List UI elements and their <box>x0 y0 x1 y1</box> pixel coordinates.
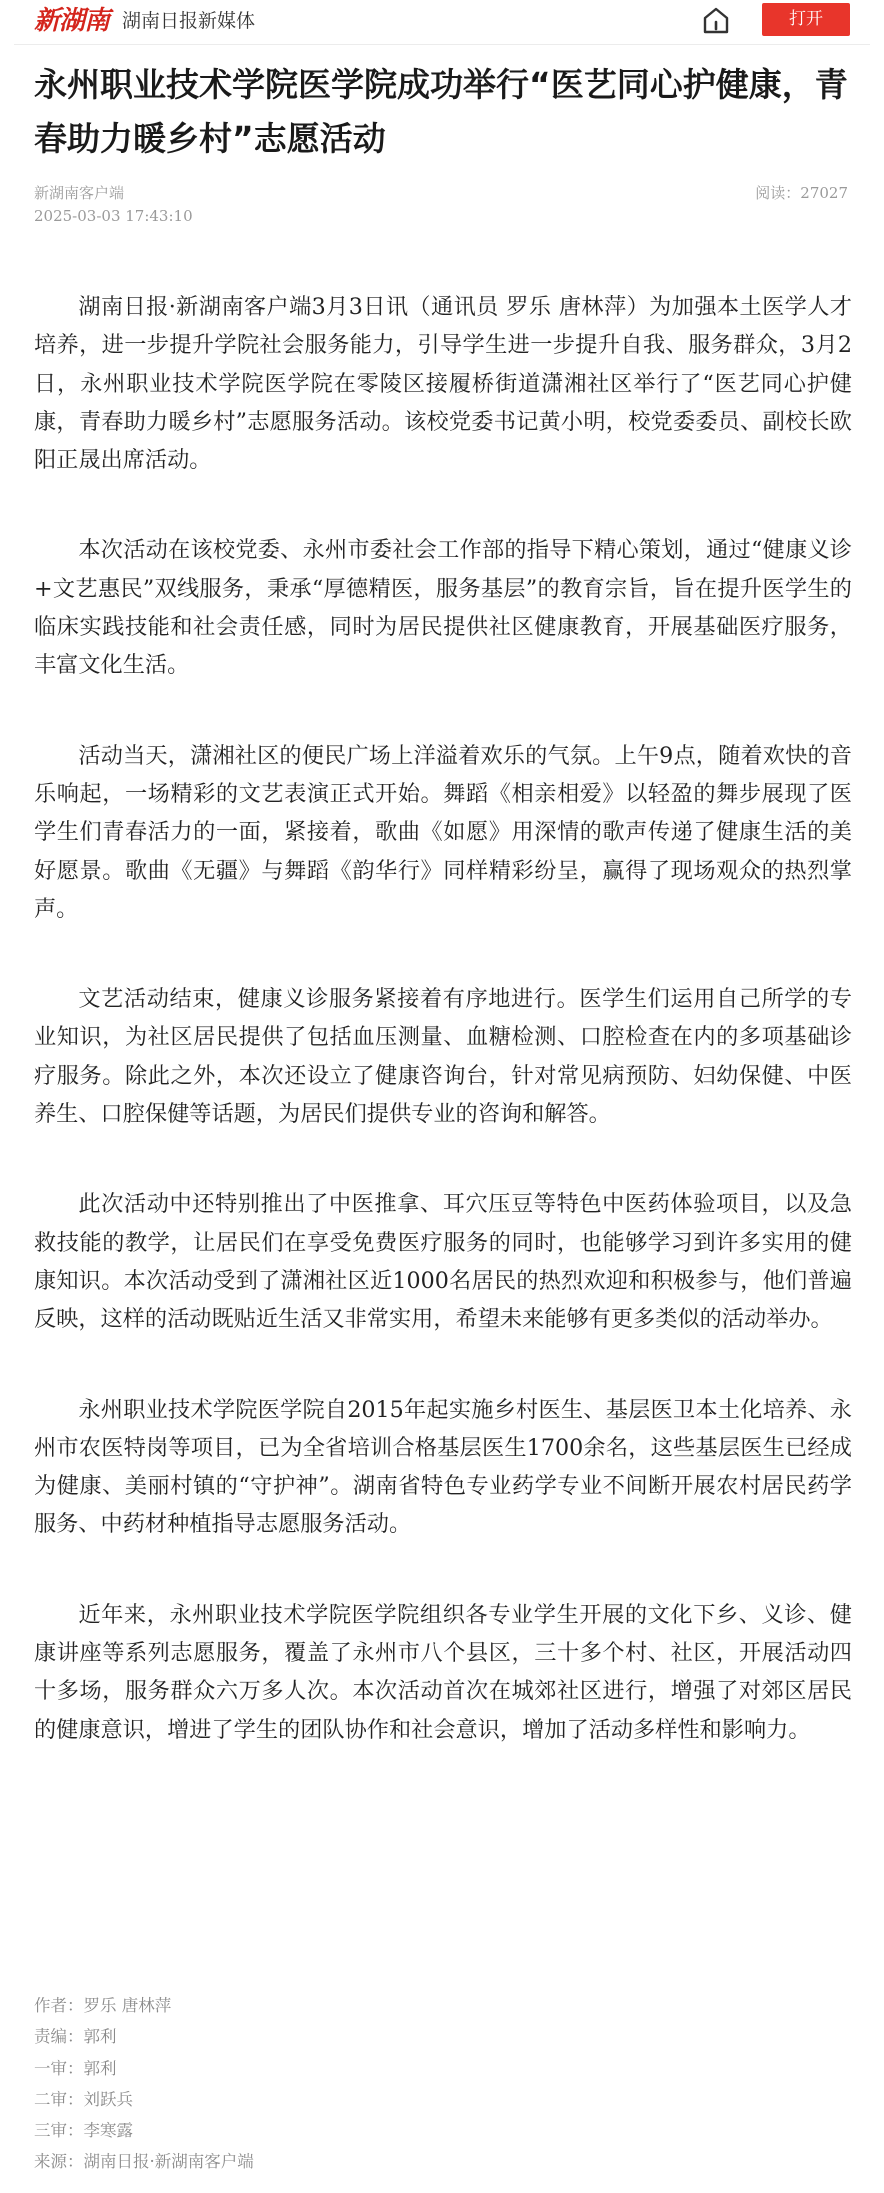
article-time: 2025-03-03 17:43:10 <box>34 207 193 225</box>
credit-label: 二审： <box>34 2089 84 2109</box>
credit-review-1 <box>34 2053 852 2084</box>
article-body <box>34 288 852 1801</box>
credit-editor <box>34 2021 852 2052</box>
credit-label: 来源： <box>34 2152 84 2172</box>
credit-source <box>34 2146 852 2177</box>
credit-value: 刘跃兵 <box>83 2089 133 2109</box>
app-logo[interactable]: 新湖南 <box>34 6 110 36</box>
header-divider <box>14 44 870 45</box>
credit-review-3 <box>34 2115 852 2146</box>
paragraph: 永州职业技术学院医学院自2015年起实施乡村医生、基层医卫本土化培养、永州市农医特岗等项目，已为全省培训合格基层医生1700余名，这些基层医生已经成为健康、美丽村镇的“守护神”。湖南省特色专业药学专业不间断开展农村居民药学服务、中药材种植指导志愿服务活动。 <box>34 1396 852 1538</box>
credit-value: 罗乐 唐林萍 <box>83 1996 172 2015</box>
home-icon <box>700 4 732 36</box>
credit-author <box>34 1990 852 2021</box>
paragraph: 此次活动中还特别推出了中医推拿、耳穴压豆等特色中医药体验项目，以及急救技能的教学，让居民们在享受免费医疗服务的同时，也能够学习到许多实用的健康知识。本次活动受到了潇湘社区近1000名居民的热烈欢迎和积极参与，他们普遍反映，这样的活动既贴近生活又非常实用，希望未来能够有更多类似的活动举办。 <box>34 1191 852 1333</box>
open-app-button[interactable]: 打开 <box>762 3 850 36</box>
article-credits <box>34 1990 852 2178</box>
paragraph: 活动当天，潇湘社区的便民广场上洋溢着欢乐的气氛。上午9点，随着欢快的音乐响起，一场精彩的文艺表演正式开始。舞蹈《相亲相爱》以轻盈的舞步展现了医学生们青春活力的一面，紧接着，歌曲《如愿》用深情的歌声传递了健康生活的美好愿景。歌曲《无疆》与舞蹈《韵华行》同样精彩纷呈，赢得了现场观众的热烈掌声。 <box>34 742 852 922</box>
credit-label: 作者： <box>34 1996 84 2015</box>
credit-value: 郭利 <box>83 2058 117 2078</box>
paragraph: 近年来，永州职业技术学院医学院组织各专业学生开展的文化下乡、义诊、健康讲座等系列志愿服务，覆盖了永州市八个县区，三十多个村、社区，开展活动四十多场，服务群众六万多人次。本次活动首次在城郊社区进行，增强了对郊区居民的健康意识，增进了学生的团队协作和社会意识，增加了活动多样性和影响力。 <box>34 1601 852 1743</box>
read-count: 阅读：27027 <box>755 184 848 202</box>
paragraph: 本次活动在该校党委、永州市委社会工作部的指导下精心策划，通过“健康义诊+文艺惠民”双线服务，秉承“厚德精医，服务基层”的教育宗旨，旨在提升医学生的临床实践技能和社会责任感，同时为居民提供社区健康教育，开展基础医疗服务，丰富文化生活。 <box>34 537 852 679</box>
paragraph: 湖南日报·新湖南客户端3月3日讯（通讯员 罗乐 唐林萍）为加强本土医学人才培养，进一步提升学院社会服务能力，引导学生进一步提升自我、服务群众，3月2日，永州职业技术学院医学院在零陵区接履桥街道潇湘社区举行了“医艺同心护健康，青春助力暖乡村”志愿服务活动。该校党委书记黄小明，校党委委员、副校长欧阳正晟出席活动。 <box>34 294 852 474</box>
credit-label: 三审： <box>34 2121 84 2141</box>
credit-value: 湖南日报·新湖南客户端 <box>83 2152 254 2172</box>
credit-label: 责编： <box>34 2027 84 2047</box>
credit-value: 李寒露 <box>83 2121 133 2141</box>
top-bar <box>0 0 884 44</box>
article-title: 永州职业技术学院医学院成功举行“医艺同心护健康，青春助力暖乡村”志愿活动 <box>34 65 848 158</box>
media-name: 湖南日报新媒体 <box>122 10 256 32</box>
credit-value: 郭利 <box>83 2027 117 2047</box>
credit-label: 一审： <box>34 2058 84 2078</box>
home-button[interactable] <box>700 4 732 36</box>
article-source: 新湖南客户端 <box>34 184 125 202</box>
paragraph: 文艺活动结束，健康义诊服务紧接着有序地进行。医学生们运用自己所学的专业知识，为社区居民提供了包括血压测量、血糖检测、口腔检查在内的多项基础诊疗服务。除此之外，本次还设立了健康咨询台，针对常见病预防、妇幼保健、中医养生、口腔保健等话题，为居民们提供专业的咨询和解答。 <box>34 986 852 1128</box>
credit-review-2 <box>34 2084 852 2115</box>
